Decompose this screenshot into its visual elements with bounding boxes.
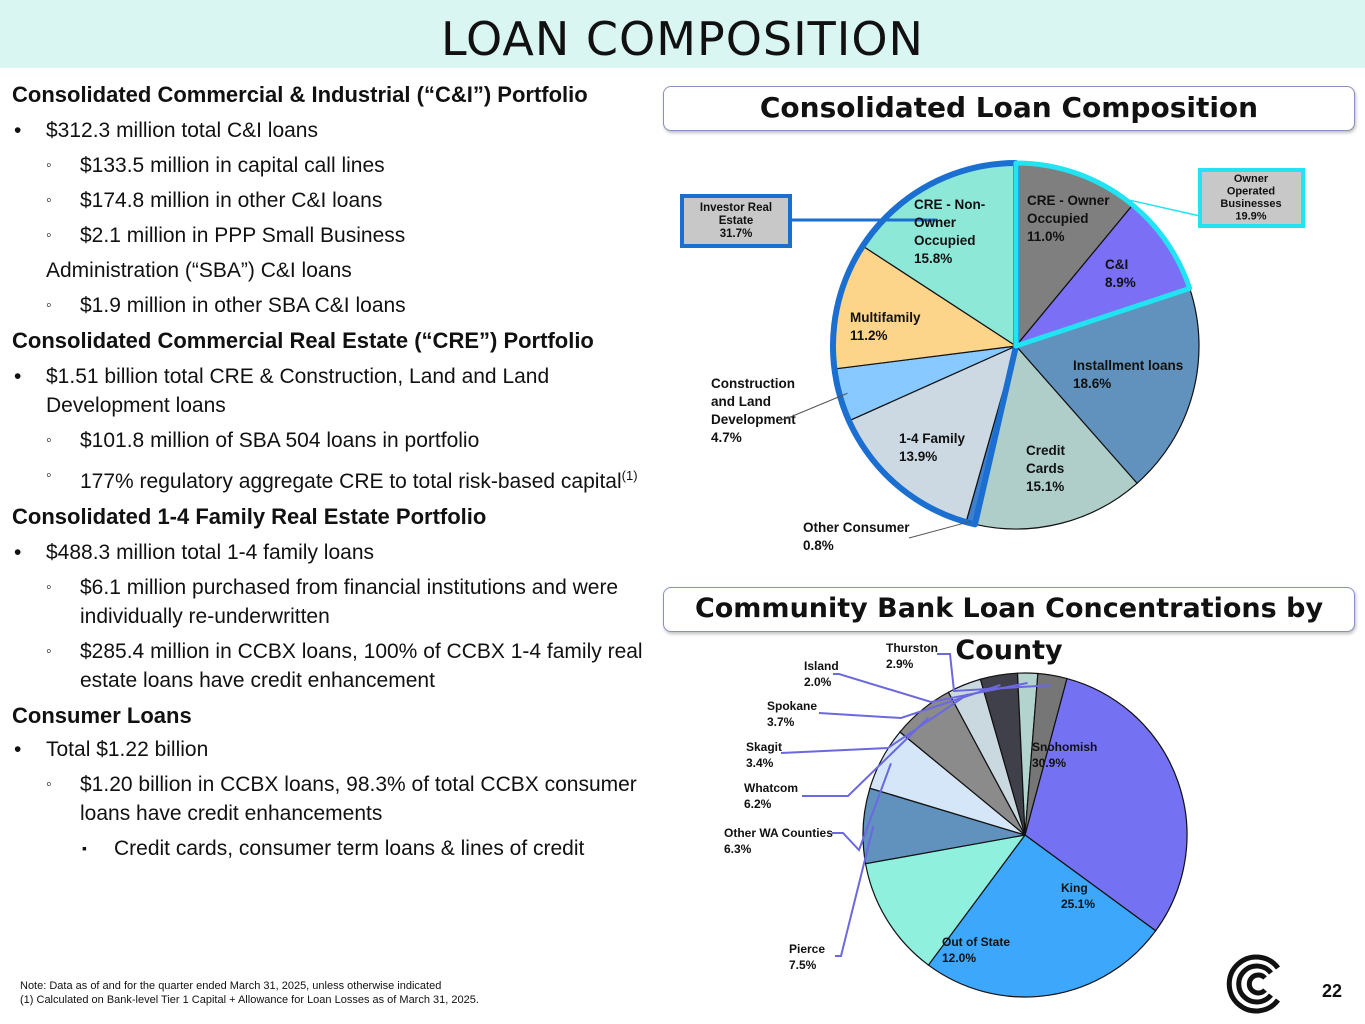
owner-operated-callout (1200, 170, 1303, 226)
label-king: King 25.1% (1061, 881, 1096, 911)
consumer-sub-ccbx: ◦ $1.20 billion in CCBX loans, 98.3% of total CCBX consumer loans have credit enhancements (46, 773, 637, 825)
label-island: Island 2.0% (804, 659, 839, 689)
family-sub-purchased: ◦ $6.1 million purchased from financial institutions and were individually re-underwritten (46, 576, 619, 628)
label-ci: C&I 8.9% (1105, 257, 1136, 290)
label-installment-loans: Installment loans 18.6% (1073, 358, 1184, 391)
title-band (0, 0, 1365, 68)
ci-sub-capital-call: ◦ $133.5 million in capital call lines (46, 154, 385, 177)
cre-heading: Consolidated Commercial Real Estate (“CRE”) Portfolio (12, 328, 594, 353)
investor-real-estate-callout (682, 196, 790, 246)
label-other-wa-counties: Other WA Counties 6.3% (724, 826, 833, 856)
label-credit-cards: Credit Cards 15.1% (1026, 443, 1066, 494)
county-pie-chart (663, 636, 1363, 1006)
note-line: Note: Data as of and for the quarter ended March 31, 2025, unless otherwise indicated (20, 980, 442, 992)
label-multifamily: Multifamily 11.2% (850, 310, 921, 343)
loan-composition-pie-chart (663, 140, 1363, 580)
other-consumer-leader (909, 521, 971, 538)
cre-sub-sba504: ◦ $101.8 million of SBA 504 loans in portfolio (46, 429, 480, 452)
family-bullet-total: • $488.3 million total 1-4 family loans (12, 538, 667, 567)
footnote-line: (1) Calculated on Bank-level Tier 1 Capital + Allowance for Loan Losses as of March 31, 2025. (20, 994, 479, 1006)
ci-bullet-total: • $312.3 million total C&I loans (12, 116, 667, 145)
owner-operated-label: Owner Operated Businesses 19.9% (1220, 173, 1282, 223)
ci-sub-ppp: ◦ $2.1 million in PPP Small Business (46, 224, 406, 247)
company-logo (1226, 952, 1290, 1021)
investor-real-estate-label: Investor Real Estate 31.7% (699, 202, 773, 240)
label-cre-non-owner-occupied: CRE - Non-Owner Occupied 15.8% (914, 197, 986, 266)
consumer-bullet-total: • Total $1.22 billion (12, 735, 667, 764)
family-heading: Consolidated 1-4 Family Real Estate Portfolio (12, 504, 487, 529)
cre-bullet-total: • $1.51 billion total CRE & Construction, Land and Land Development loans (12, 362, 667, 420)
left-text-column (12, 78, 667, 863)
label-cre-owner-occupied: CRE - Owner Occupied 11.0% (1027, 193, 1110, 244)
page-title: LOAN COMPOSITION (441, 12, 924, 66)
label-thurston: Thurston 2.9% (886, 641, 938, 671)
consumer-subsub-products: ▪ Credit cards, consumer term loans & lines of credit (82, 837, 585, 860)
label-snohomish: Snohomish 30.9% (1032, 740, 1098, 770)
ci-sub-other: ◦ $174.8 million in other C&I loans (46, 189, 383, 212)
family-sub-ccbx: ◦ $285.4 million in CCBX loans, 100% of CCBX 1-4 family real estate loans have credit enhancement (46, 640, 643, 692)
county-chart-title: Community Bank Loan Concentrations by County (663, 587, 1355, 632)
page-number: 22 (1322, 981, 1343, 1001)
label-spokane: Spokane 3.7% (767, 699, 818, 729)
footnotes (20, 979, 479, 1007)
loan-composition-chart-title: Consolidated Loan Composition (663, 86, 1355, 131)
label-1-4-family: 1-4 Family 13.9% (899, 431, 966, 464)
label-pierce: Pierce 7.5% (789, 942, 826, 972)
label-whatcom: Whatcom 6.2% (744, 781, 798, 811)
footnote-marker: (1) (621, 468, 638, 483)
ci-heading: Consolidated Commercial & Industrial (“C&I”) Portfolio (12, 82, 588, 107)
label-out-of-state: Out of State 12.0% (942, 935, 1010, 965)
consumer-heading: Consumer Loans (12, 703, 192, 728)
ci-sub-sba: ◦ $1.9 million in other SBA C&I loans (46, 294, 406, 317)
label-skagit: Skagit 3.4% (746, 740, 783, 770)
ci-sub-ppp-cont: Administration (“SBA”) C&I loans (46, 259, 352, 282)
label-construction-land-development: Construction and Land Development 4.7% (711, 376, 796, 445)
cre-sub-regulatory: ◦ 177% regulatory aggregate CRE to total risk-based capital$^{(1)}$ (46, 467, 638, 493)
label-other-consumer: Other Consumer 0.8% (803, 520, 910, 553)
